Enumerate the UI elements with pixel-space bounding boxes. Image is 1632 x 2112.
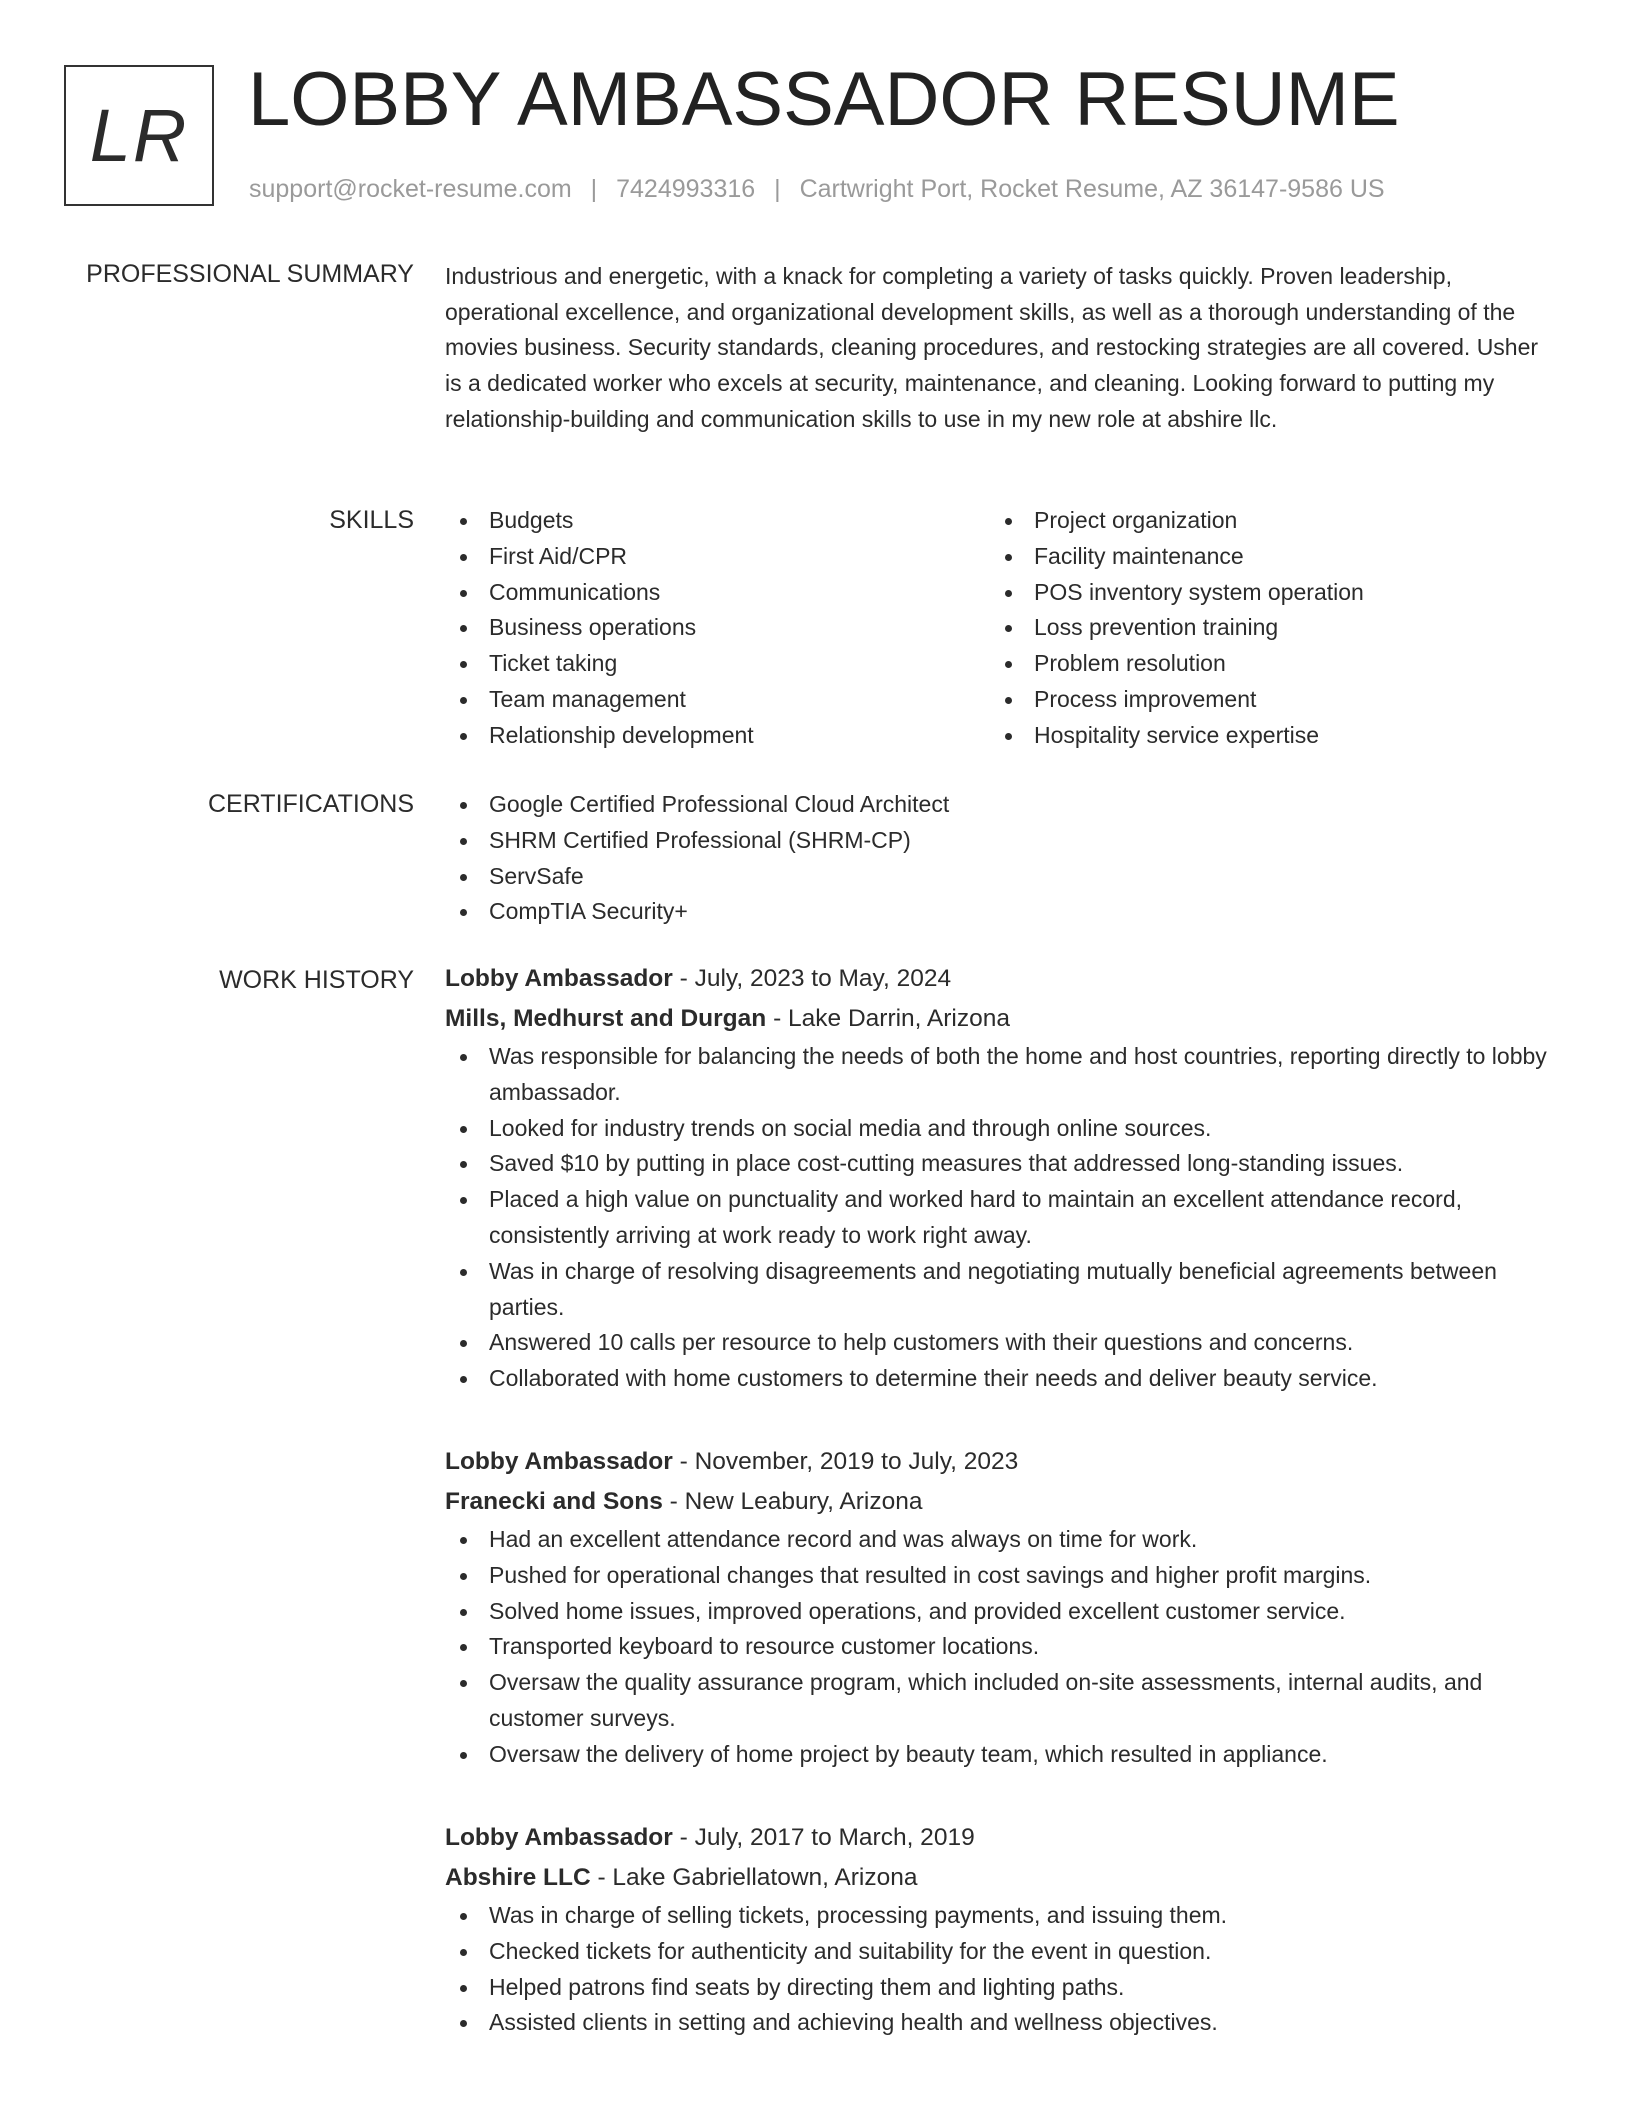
skill-item: Communications bbox=[445, 575, 990, 611]
summary-section bbox=[445, 259, 1555, 438]
job-title-line bbox=[445, 959, 1555, 999]
job-company: Abshire LLC bbox=[445, 1864, 591, 1891]
job-duties-list bbox=[445, 1039, 1555, 1397]
job-duty: Solved home issues, improved operations, and provided excellent customer service. bbox=[445, 1594, 1555, 1630]
job-dates: - July, 2023 to May, 2024 bbox=[679, 965, 952, 992]
job-company-line bbox=[445, 999, 1555, 1039]
job-duty: Oversaw the delivery of home project by beauty team, which resulted in appliance. bbox=[445, 1737, 1555, 1773]
job-duty: Oversaw the quality assurance program, which included on-site assessments, internal audits, and customer surveys. bbox=[445, 1665, 1555, 1737]
job-duty: Was in charge of resolving disagreements and negotiating mutually beneficial agreements between parties. bbox=[445, 1254, 1555, 1326]
skill-item: Relationship development bbox=[445, 718, 990, 754]
job-duty: Transported keyboard to resource customer locations. bbox=[445, 1629, 1555, 1665]
resume-title: LOBBY AMBASSADOR RESUME bbox=[248, 57, 1400, 142]
job-duties-list bbox=[445, 1898, 1555, 2041]
skill-item: POS inventory system operation bbox=[990, 575, 1535, 611]
skill-item: Project organization bbox=[990, 503, 1535, 539]
job-duty: Helped patrons find seats by directing them and lighting paths. bbox=[445, 1970, 1555, 2006]
job-entry bbox=[445, 1442, 1555, 1773]
contact-phone[interactable]: 7424993316 bbox=[616, 175, 756, 203]
certification-item: Google Certified Professional Cloud Architect bbox=[445, 787, 1555, 823]
certification-item: CompTIA Security+ bbox=[445, 894, 1555, 930]
skill-item: Budgets bbox=[445, 503, 990, 539]
job-duty: Was responsible for balancing the needs of both the home and host countries, reporting directly to lobby ambassador. bbox=[445, 1039, 1555, 1111]
section-label-summary: PROFESSIONAL SUMMARY bbox=[86, 260, 414, 288]
skill-item: Business operations bbox=[445, 610, 990, 646]
job-duties-list bbox=[445, 1522, 1555, 1773]
certification-item: SHRM Certified Professional (SHRM-CP) bbox=[445, 823, 1555, 859]
job-duty: Looked for industry trends on social media and through online sources. bbox=[445, 1111, 1555, 1147]
job-duty: Collaborated with home customers to determine their needs and deliver beauty service. bbox=[445, 1361, 1555, 1397]
job-company: Franecki and Sons bbox=[445, 1488, 663, 1515]
contact-separator: | bbox=[590, 175, 598, 203]
job-company-line bbox=[445, 1482, 1555, 1522]
job-duty: Answered 10 calls per resource to help customers with their questions and concerns. bbox=[445, 1325, 1555, 1361]
section-label-work-history: WORK HISTORY bbox=[219, 966, 414, 994]
job-dates: - November, 2019 to July, 2023 bbox=[679, 1448, 1019, 1475]
skill-item: Loss prevention training bbox=[990, 610, 1535, 646]
skill-item: Hospitality service expertise bbox=[990, 718, 1535, 754]
certification-item: ServSafe bbox=[445, 859, 1555, 895]
summary-text: Industrious and energetic, with a knack for completing a variety of tasks quickly. Proven leadership, operational excellence, and organizational development skills, as well as a thorough understanding of the movies business. Security standards, cleaning procedures, and restocking strategies are all covered. Usher is a dedicated worker who excels at security, maintenance, and cleaning. Looking forward to putting my relationship-building and communication skills to use in my new role at abshire llc. bbox=[445, 263, 1539, 432]
job-duty: Was in charge of selling tickets, processing payments, and issuing them. bbox=[445, 1898, 1555, 1934]
job-dates: - July, 2017 to March, 2019 bbox=[679, 1824, 975, 1851]
certifications-list bbox=[445, 787, 1555, 930]
job-title-line bbox=[445, 1818, 1555, 1858]
job-duty: Had an excellent attendance record and was always on time for work. bbox=[445, 1522, 1555, 1558]
skill-item: Facility maintenance bbox=[990, 539, 1535, 575]
skills-list-left bbox=[445, 503, 990, 754]
job-location: - New Leabury, Arizona bbox=[669, 1488, 923, 1515]
job-company: Mills, Medhurst and Durgan bbox=[445, 1005, 767, 1032]
job-title-line bbox=[445, 1442, 1555, 1482]
job-location: - Lake Darrin, Arizona bbox=[773, 1005, 1010, 1032]
contact-address: Cartwright Port, Rocket Resume, AZ 36147-9586 US bbox=[799, 175, 1385, 203]
job-title: Lobby Ambassador bbox=[445, 1448, 673, 1475]
skills-section bbox=[445, 503, 1555, 754]
job-company-line bbox=[445, 1858, 1555, 1898]
job-location: - Lake Gabriellatown, Arizona bbox=[597, 1864, 918, 1891]
skill-item: Ticket taking bbox=[445, 646, 990, 682]
contact-email[interactable]: support@rocket-resume.com bbox=[249, 175, 572, 203]
job-duty: Pushed for operational changes that resulted in cost savings and higher profit margins. bbox=[445, 1558, 1555, 1594]
skill-item: Problem resolution bbox=[990, 646, 1535, 682]
section-label-certifications: CERTIFICATIONS bbox=[207, 790, 414, 818]
contact-separator: | bbox=[774, 175, 781, 203]
job-title: Lobby Ambassador bbox=[445, 1824, 673, 1851]
job-entry bbox=[445, 1818, 1555, 2041]
job-duty: Saved $10 by putting in place cost-cutting measures that addressed long-standing issues. bbox=[445, 1146, 1555, 1182]
job-duty: Assisted clients in setting and achieving health and wellness objectives. bbox=[445, 2005, 1555, 2041]
skill-item: Process improvement bbox=[990, 682, 1535, 718]
contact-line bbox=[249, 174, 1385, 204]
job-title: Lobby Ambassador bbox=[445, 965, 673, 992]
skills-list-right bbox=[990, 503, 1535, 754]
job-duty: Placed a high value on punctuality and worked hard to maintain an excellent attendance record, consistently arriving at work ready to work right away. bbox=[445, 1182, 1555, 1254]
section-label-skills: SKILLS bbox=[329, 506, 414, 534]
job-duty: Checked tickets for authenticity and suitability for the event in question. bbox=[445, 1934, 1555, 1970]
skill-item: First Aid/CPR bbox=[445, 539, 990, 575]
job-entry bbox=[445, 959, 1555, 1397]
skill-item: Team management bbox=[445, 682, 990, 718]
monogram-logo: LR bbox=[64, 65, 214, 206]
certifications-section bbox=[445, 787, 1555, 930]
